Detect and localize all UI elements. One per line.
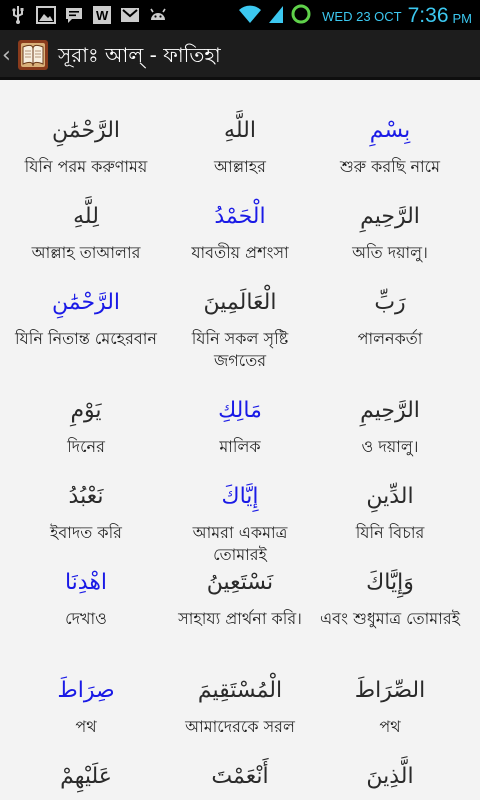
arabic-word: الدِّينِ: [366, 484, 414, 509]
bangla-meaning: ইবাদত করি: [50, 523, 122, 542]
bangla-meaning: মালিক: [219, 437, 261, 456]
bangla-meaning: দিনের: [67, 437, 105, 456]
bangla-meaning: যিনি বিচার: [355, 523, 425, 542]
word-cell[interactable]: [6, 568, 166, 630]
arabic-word: الصِّرَاطَ: [354, 678, 426, 703]
arabic-word: رَبِّ: [374, 290, 406, 315]
word-cell[interactable]: [6, 116, 166, 178]
word-cell[interactable]: [160, 116, 320, 178]
bangla-meaning: এবং শুধুমাত্র তোমারই: [320, 609, 460, 628]
sync-icon: [290, 3, 312, 29]
bangla-meaning: যিনি পরম করুণাময়: [24, 157, 148, 176]
page-title: সূরাঃ আল্ - ফাতিহা: [58, 43, 221, 67]
word-doc-icon: [92, 5, 112, 25]
status-bar: [0, 0, 480, 30]
status-ampm: PM: [452, 10, 472, 26]
word-cell[interactable]: [6, 396, 166, 458]
arabic-word: الْعَالَمِينَ: [203, 290, 277, 315]
bangla-meaning: দেখাও: [65, 609, 107, 628]
word-cell[interactable]: [160, 568, 320, 630]
arabic-word: نَعْبُدُ: [68, 484, 104, 509]
bangla-meaning: যিনি সকল সৃষ্টি জগতের: [191, 329, 289, 370]
arabic-word: أَنْعَمْتَ: [211, 764, 269, 789]
chevron-left-icon: ‹: [2, 42, 11, 68]
arabic-word: نَسْتَعِينُ: [206, 570, 274, 595]
word-cell[interactable]: [310, 396, 470, 458]
arabic-word: الرَّحْمَٰنِ: [51, 290, 121, 315]
word-cell[interactable]: [310, 202, 470, 264]
word-cell[interactable]: [6, 676, 166, 738]
arabic-word: وَإِيَّاكَ: [366, 570, 414, 595]
word-cell[interactable]: [310, 482, 470, 544]
arabic-word: الرَّحْمَٰنِ: [51, 118, 121, 143]
status-date: WED 23 OCT: [322, 8, 402, 24]
signal-icon: [268, 4, 284, 28]
usb-icon: [8, 5, 28, 25]
arabic-word: بِسْمِ: [369, 118, 411, 143]
bangla-meaning: পথ: [75, 717, 97, 736]
arabic-word: الرَّحِيمِ: [360, 398, 420, 423]
arabic-word: عَلَيْهِمْ: [60, 764, 112, 789]
status-time: 7:36: [407, 4, 449, 27]
bangla-meaning: পথ: [379, 717, 401, 736]
word-cell[interactable]: [310, 288, 470, 350]
word-cell[interactable]: [310, 762, 470, 792]
word-cell[interactable]: [160, 288, 320, 372]
wifi-icon: [238, 4, 262, 28]
arabic-word: الْمُسْتَقِيمَ: [197, 678, 283, 703]
bangla-meaning: পালনকর্তা: [357, 329, 423, 348]
word-cell[interactable]: [160, 762, 320, 792]
bangla-meaning: সাহায্য প্রার্থনা করি।: [178, 609, 302, 628]
arabic-word: لِلَّهِ: [73, 204, 99, 229]
bangla-meaning: শুরু করছি নামে: [340, 157, 440, 176]
message-icon: [64, 5, 84, 25]
mail-icon: [120, 5, 140, 25]
image-icon: [36, 5, 56, 25]
arabic-word: الْحَمْدُ: [214, 204, 266, 229]
word-cell[interactable]: [160, 676, 320, 738]
bangla-meaning: আমরা একমাত্র তোমারই: [192, 523, 288, 564]
word-cell[interactable]: [160, 482, 320, 566]
arabic-word: مَالِكِ: [218, 398, 262, 423]
arabic-word: الرَّحِيمِ: [360, 204, 420, 229]
word-cell[interactable]: [160, 396, 320, 458]
word-cell[interactable]: [6, 288, 166, 350]
bangla-meaning: আল্লাহ তাআলার: [31, 243, 141, 262]
bangla-meaning: ও দয়ালু।: [361, 437, 419, 456]
word-cell[interactable]: [310, 676, 470, 738]
arabic-word: اهْدِنَا: [64, 570, 108, 595]
arabic-word: يَوْمِ: [70, 398, 102, 423]
bangla-meaning: অতি দয়ালু।: [352, 243, 428, 262]
arabic-word: إِيَّاكَ: [221, 484, 259, 509]
word-grid: [0, 83, 480, 800]
action-bar: [0, 30, 480, 80]
bangla-meaning: আমাদেরকে সরল: [185, 717, 295, 736]
svg-text:W: W: [96, 8, 109, 23]
quran-book-icon[interactable]: [16, 38, 50, 76]
word-cell[interactable]: [310, 568, 470, 630]
arabic-word: صِرَاطَ: [57, 678, 115, 703]
android-icon: [148, 5, 168, 25]
word-cell[interactable]: [6, 482, 166, 544]
bangla-meaning: যিনি নিতান্ত মেহেরবান: [14, 329, 157, 348]
word-cell[interactable]: [6, 202, 166, 264]
word-cell[interactable]: [160, 202, 320, 264]
bangla-meaning: যাবতীয় প্রশংসা: [191, 243, 289, 262]
word-cell[interactable]: [6, 762, 166, 792]
arabic-word: الَّذِينَ: [366, 764, 414, 789]
word-cell[interactable]: [310, 116, 470, 178]
bangla-meaning: আল্লাহর: [214, 157, 266, 176]
arabic-word: اللَّهِ: [224, 118, 256, 143]
